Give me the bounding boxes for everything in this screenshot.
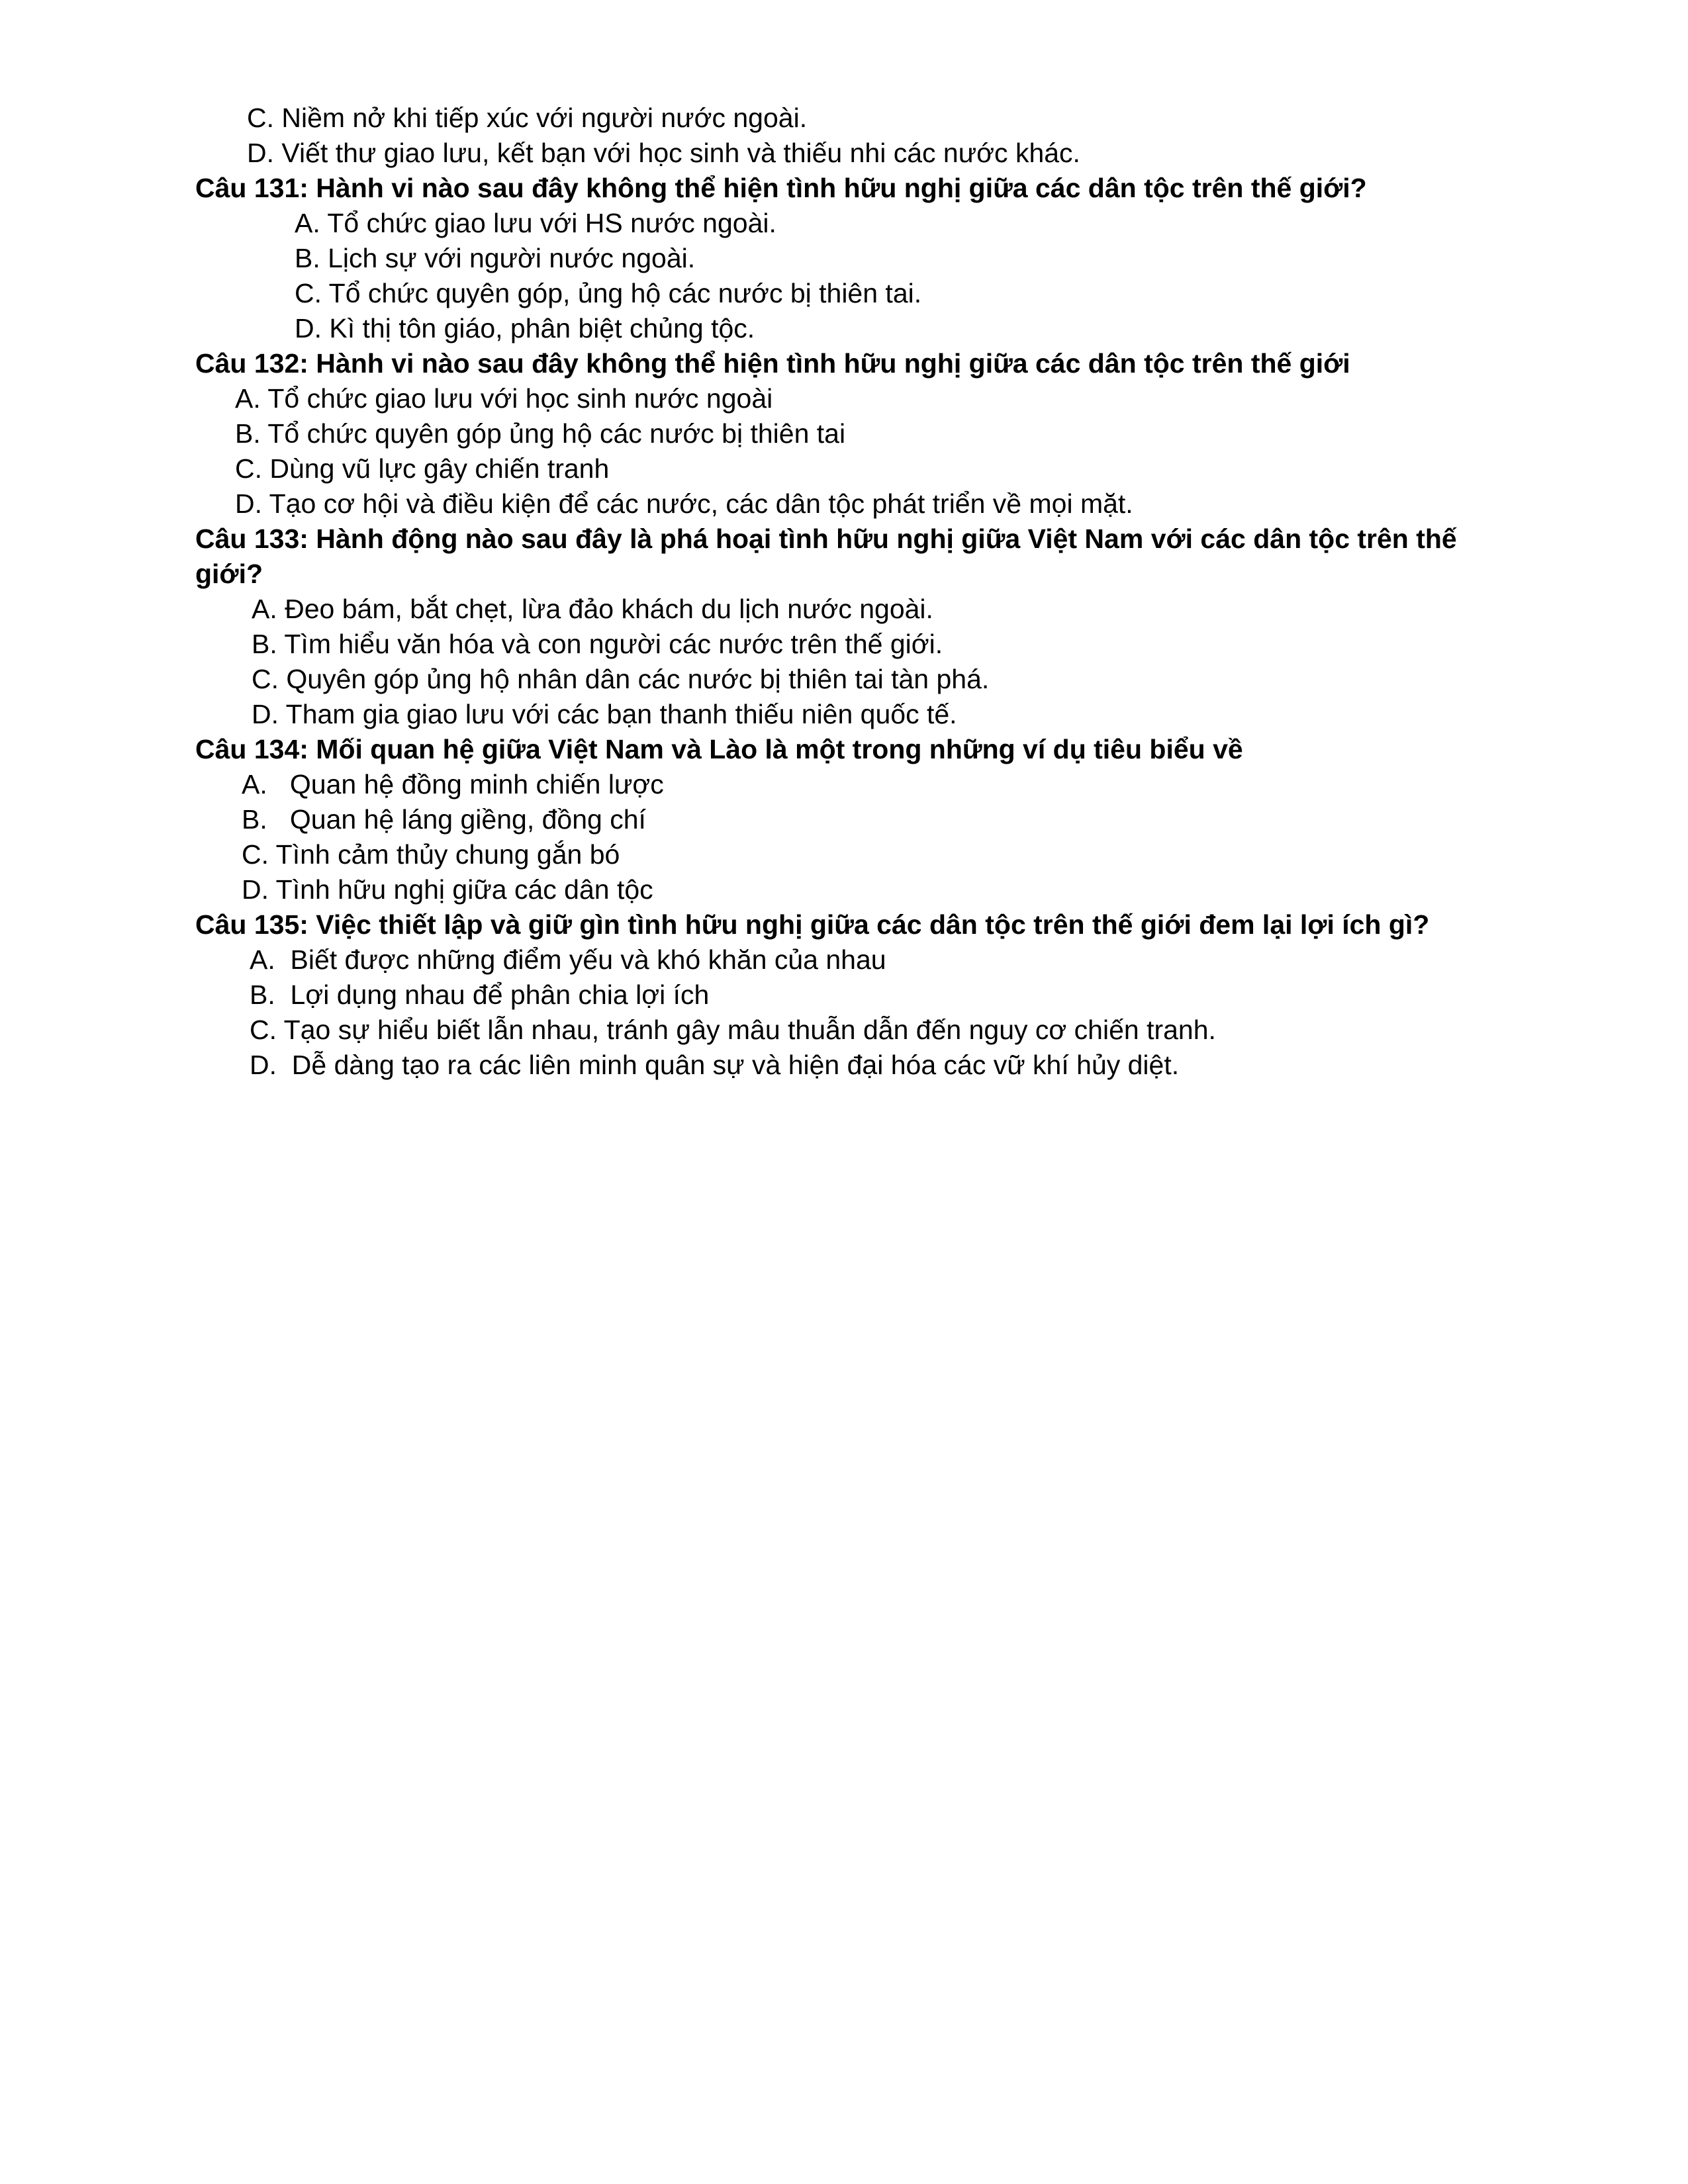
answer-option: D. Kì thị tôn giáo, phân biệt chủng tộc. bbox=[295, 313, 755, 343]
question-header: Câu 135: Việc thiết lập và giữ gìn tình hữu nghị giữa các dân tộc trên thế giới đem lại lợi ích gì? bbox=[195, 909, 1430, 940]
answer-option: B. Lợi dụng nhau để phân chia lợi ích bbox=[250, 979, 710, 1010]
answer-option: D. Tham gia giao lưu với các bạn thanh thiếu niên quốc tế. bbox=[252, 699, 957, 729]
answer-option: A. Đeo bám, bắt chẹt, lừa đảo khách du lịch nước ngoài. bbox=[252, 594, 933, 624]
question-block-131 bbox=[195, 171, 1489, 346]
question-header: Câu 132: Hành vi nào sau đây không thể hiện tình hữu nghị giữa các dân tộc trên thế giới bbox=[195, 348, 1350, 379]
answer-option: C. Niềm nở khi tiếp xúc với người nước ngoài. bbox=[247, 103, 808, 133]
answer-option: A. Tổ chức giao lưu với học sinh nước ngoài bbox=[235, 383, 773, 414]
question-block-135 bbox=[195, 907, 1489, 1083]
answer-option: C. Tổ chức quyên góp, ủng hộ các nước bị thiên tai. bbox=[295, 278, 922, 308]
answer-option: D. Tạo cơ hội và điều kiện để các nước, các dân tộc phát triển về mọi mặt. bbox=[235, 488, 1133, 519]
answer-option: C. Tình cảm thủy chung gắn bó bbox=[242, 839, 620, 870]
question-header: Câu 133: Hành động nào sau đây là phá hoại tình hữu nghị giữa Việt Nam với các dân tộc trên thế giới? bbox=[195, 523, 1465, 589]
answer-option: D. Viết thư giao lưu, kết bạn với học sinh và thiếu nhi các nước khác. bbox=[247, 138, 1080, 168]
question-block-132 bbox=[195, 346, 1489, 522]
answer-option: B. Quan hệ láng giềng, đồng chí bbox=[242, 804, 646, 835]
answer-option: A. Quan hệ đồng minh chiến lược bbox=[242, 769, 664, 799]
question-block-134 bbox=[195, 732, 1489, 907]
question-header: Câu 131: Hành vi nào sau đây không thể hiện tình hữu nghị giữa các dân tộc trên thế giới? bbox=[195, 173, 1367, 203]
answer-option: B. Tìm hiểu văn hóa và con người các nước trên thế giới. bbox=[252, 629, 943, 659]
answer-option: A. Biết được những điểm yếu và khó khăn của nhau bbox=[250, 944, 886, 975]
answer-option: B. Tổ chức quyên góp ủng hộ các nước bị thiên tai bbox=[235, 418, 846, 449]
answer-option: C. Quyên góp ủng hộ nhân dân các nước bị thiên tai tàn phá. bbox=[252, 664, 990, 694]
answer-option: D. Tình hữu nghị giữa các dân tộc bbox=[242, 874, 653, 905]
answer-option: D. Dễ dàng tạo ra các liên minh quân sự và hiện đại hóa các vữ khí hủy diệt. bbox=[250, 1050, 1180, 1080]
question-block-133 bbox=[195, 522, 1489, 732]
answer-option: C. Tạo sự hiểu biết lẫn nhau, tránh gây mâu thuẫn dẫn đến nguy cơ chiến tranh. bbox=[250, 1015, 1216, 1045]
question-header: Câu 134: Mối quan hệ giữa Việt Nam và Lào là một trong những ví dụ tiêu biểu về bbox=[195, 734, 1243, 764]
answer-option: A. Tổ chức giao lưu với HS nước ngoài. bbox=[295, 208, 776, 238]
answer-option: C. Dùng vũ lực gây chiến tranh bbox=[235, 453, 610, 484]
answer-option: B. Lịch sự với người nước ngoài. bbox=[295, 243, 696, 273]
